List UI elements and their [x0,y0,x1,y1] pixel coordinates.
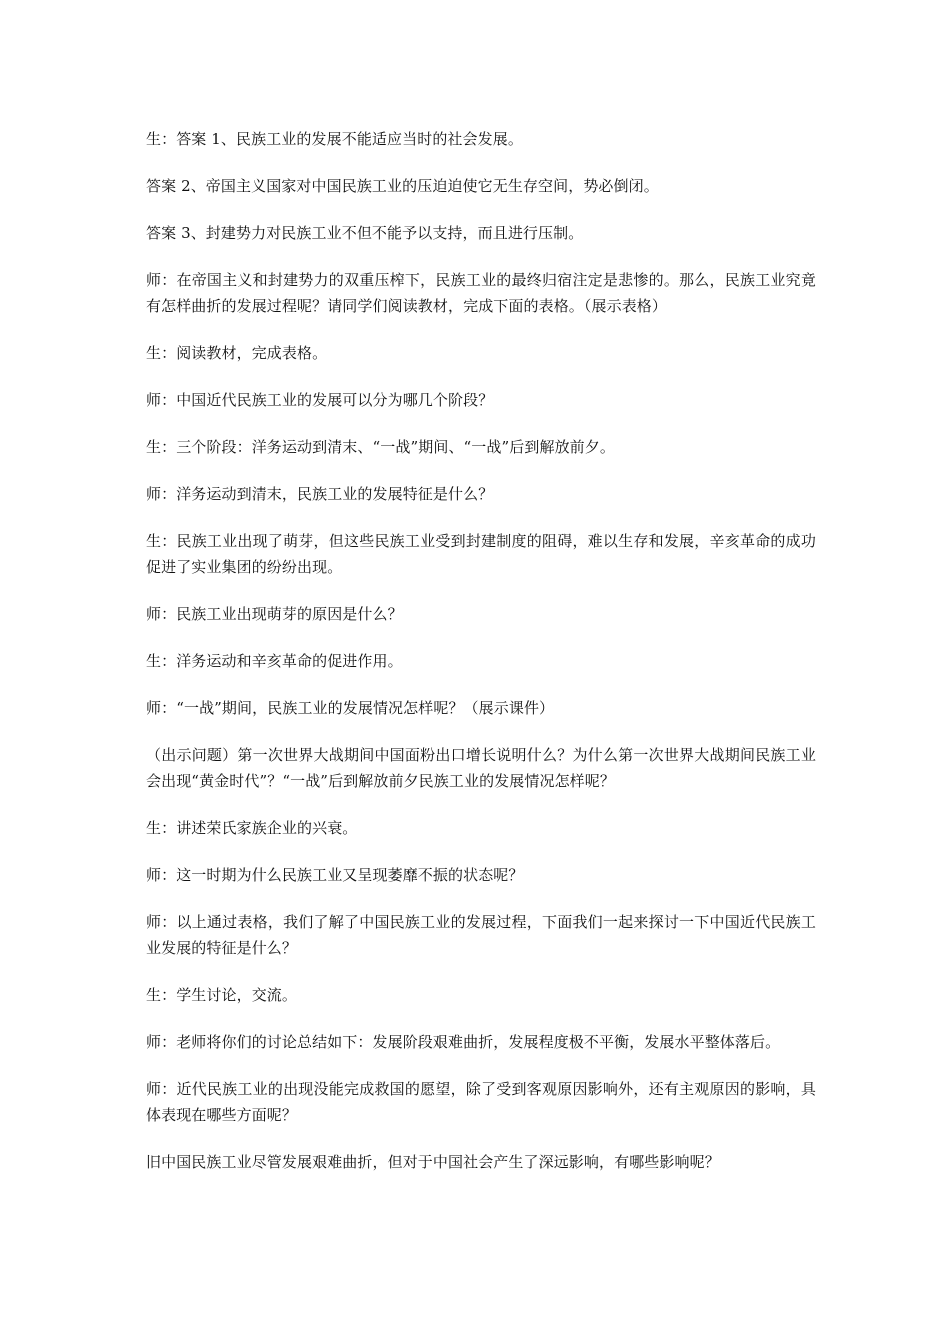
paragraph-12: 师：“一战”期间，民族工业的发展情况怎样呢？（展示课件） [146,699,555,717]
paragraph-18: 师：老师将你们的讨论总结如下：发展阶段艰难曲折，发展程度极不平衡，发展水平整体落后。 [146,1033,781,1051]
paragraph-15: 师：这一时期为什么民族工业又呈现萎靡不振的状态呢？ [146,866,524,884]
paragraph-8: 师：洋务运动到清末，民族工业的发展特征是什么？ [146,485,494,503]
paragraph-1: 生：答案 1、民族工业的发展不能适应当时的社会发展。 [146,130,523,148]
paragraph-7: 生：三个阶段：洋务运动到清末、“一战”期间、“一战”后到解放前夕。 [146,438,615,456]
paragraph-9: 生：民族工业出现了萌芽，但这些民族工业受到封建制度的阻碍，难以生存和发展，辛亥革命的成功促进了实业集团的纷纷出现。 [146,532,816,576]
document-body [146,126,816,1196]
paragraph-4: 师：在帝国主义和封建势力的双重压榨下，民族工业的最终归宿注定是悲惨的。那么，民族工业究竟有怎样曲折的发展过程呢？请同学们阅读教材，完成下面的表格。（展示表格） [146,271,816,315]
paragraph-17: 生：学生讨论，交流。 [146,986,298,1004]
paragraph-14: 生：讲述荣氏家族企业的兴衰。 [146,819,358,837]
paragraph-11: 生：洋务运动和辛亥革命的促进作用。 [146,652,403,670]
paragraph-20: 旧中国民族工业尽管发展艰难曲折，但对于中国社会产生了深远影响，有哪些影响呢？ [146,1153,720,1171]
paragraph-19: 师：近代民族工业的出现没能完成救国的愿望，除了受到客观原因影响外，还有主观原因的影响，具体表现在哪些方面呢？ [146,1080,816,1124]
paragraph-2: 答案 2、帝国主义国家对中国民族工业的压迫迫使它无生存空间，势必倒闭。 [146,177,659,195]
paragraph-10: 师：民族工业出现萌芽的原因是什么？ [146,605,403,623]
paragraph-13: （出示问题）第一次世界大战期间中国面粉出口增长说明什么？为什么第一次世界大战期间民族工业会出现“黄金时代”？“一战”后到解放前夕民族工业的发展情况怎样呢？ [146,746,816,790]
paragraph-3: 答案 3、封建势力对民族工业不但不能予以支持，而且进行压制。 [146,224,584,242]
paragraph-16: 师：以上通过表格，我们了解了中国民族工业的发展过程，下面我们一起来探讨一下中国近代民族工业发展的特征是什么？ [146,913,816,957]
paragraph-5: 生：阅读教材，完成表格。 [146,344,328,362]
paragraph-6: 师：中国近代民族工业的发展可以分为哪几个阶段？ [146,391,494,409]
